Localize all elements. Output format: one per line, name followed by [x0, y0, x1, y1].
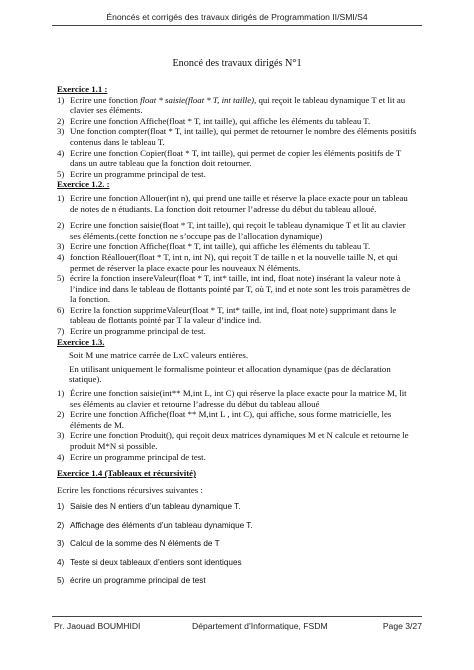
- list-item: [57, 452, 417, 463]
- list-item: [57, 538, 417, 549]
- item-text: Affichage des éléments d’un tableau dynamique T.: [70, 520, 253, 530]
- item-text: Ecrire la fonction supprimeValeur(float * T, int* taille, int ind, float note) supprimant dans le tableau de flottants pointé par T la valeur d’indice ind.: [70, 304, 397, 326]
- exercise-1-1-title: Exercice 1.1 :: [57, 84, 108, 94]
- item-text: Ecrire une fonction Affiche(float * T, int taille), qui affiche les éléments du tableau T.: [70, 241, 371, 252]
- item-number: 7): [57, 326, 65, 337]
- list-item: [57, 409, 417, 430]
- item-text: fonction Réallouer(float * T, int n, int N), qui reçoit T de taille n et la nouvelle taille N, et qui permet de réserver la place exacte pour les nouveaux N éléments.: [70, 251, 398, 273]
- list-item: [57, 126, 417, 147]
- item-number: 2): [57, 409, 65, 420]
- item-text: Une fonction compter(float * T, int taille), qui permet de retourner le nombre des éléments positifs contenus dans le tableau T.: [70, 126, 417, 147]
- item-number: 1): [57, 192, 65, 203]
- item-number: 2): [57, 520, 65, 530]
- item-text: écrire un programme principal de test: [70, 576, 206, 586]
- list-item: [57, 326, 417, 337]
- item-text: Ecrire une fonction Copier(float * T, int taille), qui permet de copier les éléments positifs de T dans un autre tableau que la fonction doit retourner.: [70, 147, 402, 169]
- list-item: [57, 388, 417, 409]
- list-item: [57, 193, 417, 214]
- exercise-1-4-list: [57, 501, 417, 586]
- list-item: [57, 430, 417, 451]
- list-item: [57, 273, 417, 305]
- footer-divider: [52, 616, 422, 617]
- item-text: Ecrire un programme principal de test.: [70, 451, 206, 462]
- document-body: [57, 84, 417, 594]
- item-number: 4): [57, 557, 65, 567]
- item-number: 5): [57, 576, 65, 586]
- item-number: 2): [57, 220, 65, 231]
- item-text: Calcul de la somme des N éléments de T: [70, 539, 220, 549]
- list-item: [57, 520, 417, 531]
- item-text: Ecrire une fonction Affiche(float * T, int taille), qui affiche les éléments du tableau T.: [70, 115, 371, 126]
- item-number: 4): [57, 451, 65, 462]
- item-number: 3): [57, 241, 65, 252]
- exercise-1-2-title: Exercice 1.2. :: [57, 179, 110, 190]
- list-item: [57, 116, 417, 127]
- document-title: Enoncé des travaux dirigés N°1: [172, 58, 302, 69]
- footer-page-number: Page 3/27: [382, 621, 422, 631]
- list-item: [57, 148, 417, 169]
- item-text: Ecrire une fonction saisie(float * T, int taille), qui reçoit le tableau dynamique T et lit au clavier ses éléments.(cette fonction ne s’occupe pas de l’allocation dynamique): [70, 220, 406, 241]
- item-text: Écrire une fonction saisie(int** M,int L, int C) qui réserve la place exacte pour la matrice M, lit ses éléments au clavier et retourne l’adresse du début du tableau alloué: [70, 388, 407, 409]
- list-item: [57, 241, 417, 252]
- function-signature: float * saisie(float * T, int taille): [140, 94, 255, 105]
- running-header: Énoncés et corrigés des travaux dirigés de Programmation II/SMI/S4: [106, 12, 368, 22]
- item-number: 5): [57, 168, 65, 179]
- exercise-1-4-title: Exercice 1.4 (Tableaux et récursivité): [57, 468, 197, 479]
- item-text: Ecrire un programme principal de test.: [70, 168, 206, 179]
- item-text: Saisie des N entiers d’un tableau dynamique T.: [70, 502, 241, 512]
- item-number: 3): [57, 539, 65, 549]
- item-text: Ecrire un programme principal de test.: [70, 326, 206, 337]
- item-text: écrire la fonction insereValeur(float * T, int* taille, int ind, float note) insérant la valeur note à l’indice ind dans le tableau de flottants pointé par T, où T, ind et note sont les trois paramètres de la fonction.: [70, 273, 411, 305]
- item-text: Teste si deux tableaux d’entiers sont identiques: [70, 557, 242, 567]
- item-number: 5): [57, 273, 65, 284]
- list-item: [57, 305, 417, 326]
- item-number: 4): [57, 251, 65, 262]
- item-text: , qui reçoit le tableau dynamique T et lit au clavier ses éléments.: [70, 94, 406, 116]
- exercise-1-2-list: [57, 193, 417, 337]
- list-item: [57, 95, 417, 116]
- item-text: Ecrire une fonction Allouer(int n), qui prend une taille et réserve la place exacte pour un tableau de notes de n étudiants. La fonction doit retourner l’adresse du début du tableau alloué.: [70, 192, 408, 214]
- item-number: 1): [57, 388, 65, 399]
- list-item: [57, 557, 417, 568]
- item-text: Ecrire une fonction: [70, 94, 141, 105]
- exercise-1-3-list: [57, 388, 417, 462]
- exercise-1-3-title: Exercice 1.3.: [57, 336, 105, 347]
- item-number: 2): [57, 115, 65, 126]
- exercise-1-1-list: [57, 95, 417, 180]
- list-item: [57, 220, 417, 241]
- item-number: 1): [57, 94, 65, 105]
- list-item: [57, 575, 417, 586]
- exercise-1-4-intro: Ecrire les fonctions récursives suivantes :: [57, 484, 203, 495]
- item-number: 3): [57, 430, 65, 441]
- item-number: 1): [57, 502, 65, 512]
- exercise-1-3-intro: Soit M une matrice carrée de LxC valeurs entières.: [69, 350, 249, 361]
- item-number: 6): [57, 304, 65, 315]
- footer-author: Pr. Jaouad BOUMHIDI: [54, 621, 141, 631]
- item-text: Ecrire une fonction Produit(), qui reçoit deux matrices dynamiques M et N calcule et retourne le produit M*N si possible.: [70, 430, 409, 451]
- item-number: 3): [57, 126, 65, 137]
- item-text: Ecrire une fonction Affiche(float ** M,int L , int C), qui affiche, sous forme matricielle, les éléments de M.: [70, 409, 392, 430]
- list-item: [57, 501, 417, 512]
- item-number: 4): [57, 147, 65, 158]
- list-item: [57, 169, 417, 180]
- header-divider: [52, 25, 422, 26]
- exercise-1-3-constraint: En utilisant uniquement le formalisme pointeur et allocation dynamique (pas de déclaration statique).: [69, 363, 391, 385]
- footer-department: Département d’Informatique, FSDM: [192, 621, 328, 631]
- list-item: [57, 252, 417, 273]
